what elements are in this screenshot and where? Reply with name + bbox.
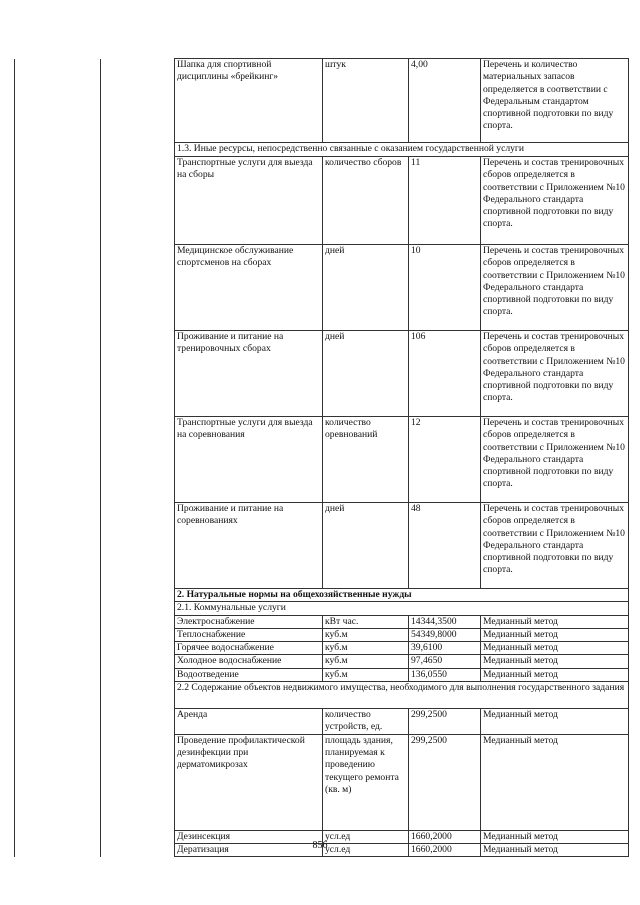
cell-basis: Перечень и состав тренировочных сборов определяется в соответствии с Приложением №10 Федерального стандарта спортивной подготовки по виду спорта. [481, 157, 629, 245]
table-row [15, 503, 629, 589]
cell-name: Водоотведение [175, 668, 323, 681]
empty-cell [15, 628, 101, 641]
section-row [15, 682, 629, 709]
cell-qty: 48 [409, 503, 481, 589]
cell-unit: дней [323, 245, 409, 331]
cell-basis: Медианный метод [481, 709, 629, 735]
table-row [15, 655, 629, 668]
section-row [15, 589, 629, 602]
cell-basis: Медианный метод [481, 843, 629, 856]
empty-cell [101, 615, 175, 628]
cell-name: Дезинсекция [175, 830, 323, 843]
cell-basis: Медианный метод [481, 655, 629, 668]
empty-cell [101, 734, 175, 830]
table-row [15, 615, 629, 628]
empty-cell [101, 655, 175, 668]
table-row [15, 734, 629, 830]
empty-cell [15, 417, 101, 503]
cell-qty: 12 [409, 417, 481, 503]
cell-name: Теплоснабжение [175, 628, 323, 641]
cell-basis: Медианный метод [481, 615, 629, 628]
cell-unit: площадь здания, планируемая к проведению текущего ремонта (кв. м) [323, 734, 409, 830]
cell-name: Транспортные услуги для выезда на сборы [175, 157, 323, 245]
cell-unit: усл.ед [323, 843, 409, 856]
cell-name: Электроснабжение [175, 615, 323, 628]
cell-unit: штук [323, 59, 409, 143]
empty-cell [15, 245, 101, 331]
cell-name: Горячее водоснабжение [175, 642, 323, 655]
cell-name: Проживание и питание на соревнованиях [175, 503, 323, 589]
cell-qty: 1660,2000 [409, 843, 481, 856]
empty-cell [101, 157, 175, 245]
empty-cell [101, 245, 175, 331]
empty-cell [15, 682, 101, 709]
cell-basis: Перечень и состав тренировочных сборов определяется в соответствии с Приложением №10 Федерального стандарта спортивной подготовки по виду спорта. [481, 331, 629, 417]
empty-cell [15, 589, 101, 602]
cell-unit: куб.м [323, 628, 409, 641]
table-row [15, 642, 629, 655]
cell-name: Дератизация [175, 843, 323, 856]
empty-cell [101, 417, 175, 503]
cell-basis: Перечень и состав тренировочных сборов определяется в соответствии с Приложением №10 Федерального стандарта спортивной подготовки по виду спорта. [481, 245, 629, 331]
table-row [15, 245, 629, 331]
resource-norms-table [14, 58, 629, 857]
table-row [15, 417, 629, 503]
cell-basis: Перечень и количество материальных запасов определяется в соответствии с Федеральным стандартом спортивной подготовки по виду спорта. [481, 59, 629, 143]
cell-unit: куб.м [323, 642, 409, 655]
page-number: 856 [312, 840, 328, 851]
cell-name: Проживание и питание на тренировочных сборах [175, 331, 323, 417]
empty-cell [101, 602, 175, 615]
empty-cell [15, 331, 101, 417]
empty-cell [101, 59, 175, 143]
empty-cell [15, 655, 101, 668]
table-row [15, 59, 629, 143]
empty-cell [15, 642, 101, 655]
empty-cell [15, 709, 101, 735]
cell-basis: Перечень и состав тренировочных сборов определяется в соответствии с Приложением №10 Федерального стандарта спортивной подготовки по виду спорта. [481, 417, 629, 503]
empty-cell [101, 503, 175, 589]
cell-unit: количество устройств, ед. [323, 709, 409, 735]
empty-cell [15, 59, 101, 143]
cell-qty: 4,00 [409, 59, 481, 143]
cell-unit: количество оревнований [323, 417, 409, 503]
empty-cell [101, 668, 175, 681]
cell-basis: Медианный метод [481, 734, 629, 830]
cell-basis: Медианный метод [481, 642, 629, 655]
empty-cell [101, 709, 175, 735]
empty-cell [101, 642, 175, 655]
table-body [15, 59, 629, 857]
cell-basis: Медианный метод [481, 830, 629, 843]
empty-cell [15, 668, 101, 681]
subsection-heading: 2.2 Содержание объектов недвижимого имущества, необходимого для выполнения государственного задания [175, 682, 629, 709]
cell-name: Шапка для спортивной дисциплины «брейкинг» [175, 59, 323, 143]
cell-name: Проведение профилактической дезинфекции при дерматомикрозах [175, 734, 323, 830]
cell-unit: количество сборов [323, 157, 409, 245]
cell-qty: 11 [409, 157, 481, 245]
cell-qty: 1660,2000 [409, 830, 481, 843]
cell-qty: 10 [409, 245, 481, 331]
cell-qty: 97,4650 [409, 655, 481, 668]
cell-qty: 299,2500 [409, 709, 481, 735]
empty-cell [15, 615, 101, 628]
cell-qty: 14344,3500 [409, 615, 481, 628]
table-row [15, 668, 629, 681]
empty-cell [101, 331, 175, 417]
cell-unit: дней [323, 503, 409, 589]
cell-unit: дней [323, 331, 409, 417]
cell-name: Аренда [175, 709, 323, 735]
cell-basis: Медианный метод [481, 628, 629, 641]
empty-cell [101, 143, 175, 157]
cell-unit: куб.м [323, 668, 409, 681]
cell-qty: 54349,8000 [409, 628, 481, 641]
empty-cell [101, 682, 175, 709]
cell-qty: 299,2500 [409, 734, 481, 830]
section-heading: 2. Натуральные нормы на общехозяйственные нужды [175, 589, 629, 602]
empty-cell [15, 143, 101, 157]
subsection-heading: 1.3. Иные ресурсы, непосредственно связанные с оказанием государственной услуги [175, 143, 629, 157]
cell-basis: Перечень и состав тренировочных сборов определяется в соответствии с Приложением №10 Федерального стандарта спортивной подготовки по виду спорта. [481, 503, 629, 589]
empty-cell [101, 589, 175, 602]
section-row [15, 143, 629, 157]
table-row [15, 628, 629, 641]
empty-cell [15, 157, 101, 245]
empty-cell [101, 628, 175, 641]
cell-qty: 106 [409, 331, 481, 417]
cell-qty: 136,0550 [409, 668, 481, 681]
empty-cell [15, 503, 101, 589]
table-row [15, 157, 629, 245]
empty-cell [15, 602, 101, 615]
cell-name: Медицинское обслуживание спортсменов на сборах [175, 245, 323, 331]
cell-name: Холодное водоснабжение [175, 655, 323, 668]
cell-unit: усл.ед [323, 830, 409, 843]
cell-unit: кВт час. [323, 615, 409, 628]
cell-basis: Медианный метод [481, 668, 629, 681]
empty-cell [15, 734, 101, 830]
section-row [15, 602, 629, 615]
table-row [15, 331, 629, 417]
table-row [15, 709, 629, 735]
cell-qty: 39,6100 [409, 642, 481, 655]
cell-unit: куб.м [323, 655, 409, 668]
cell-name: Транспортные услуги для выезда на соревнования [175, 417, 323, 503]
subsection-heading: 2.1. Коммунальные услуги [175, 602, 629, 615]
